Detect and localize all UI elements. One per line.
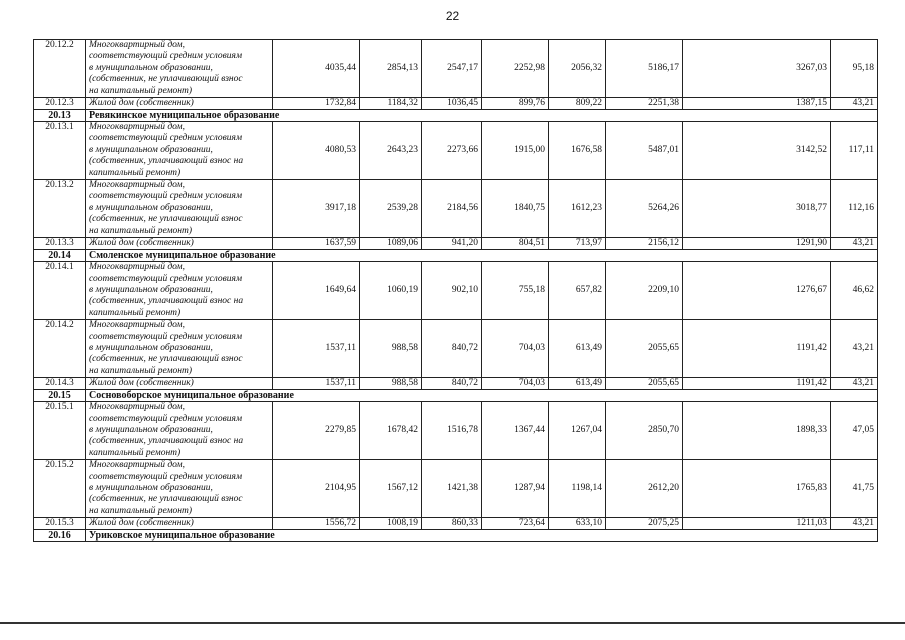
row-code: 20.15.3 [34, 518, 86, 530]
value-cell: 1915,00 [482, 122, 549, 180]
value-cell: 657,82 [549, 262, 606, 320]
row-code: 20.13.2 [34, 180, 86, 238]
table-row [34, 320, 878, 378]
row-description [86, 262, 273, 320]
section-code: 20.15 [34, 390, 86, 402]
table-row [34, 460, 878, 518]
description-line: Жилой дом (собственник) [89, 378, 194, 389]
value-cell: 5487,01 [606, 122, 683, 180]
table-row [34, 518, 878, 530]
value-cell: 755,18 [482, 262, 549, 320]
section-name: Уриковское муниципальное образование [86, 530, 360, 542]
value-cell: 2279,85 [273, 402, 360, 460]
value-cell: 43,21 [831, 518, 878, 530]
description-line: на капитальный ремонт) [89, 225, 193, 236]
section-name: Сосновоборское муниципальное образование [86, 390, 360, 402]
row-description [86, 180, 273, 238]
description-line: соответствующий средним условиям [89, 133, 243, 144]
value-cell: 704,03 [482, 320, 549, 378]
value-cell: 2854,13 [360, 40, 422, 98]
value-cell: 2612,20 [606, 460, 683, 518]
value-cell: 2251,38 [606, 98, 683, 110]
value-cell: 899,76 [482, 98, 549, 110]
row-description [86, 402, 273, 460]
table-row [34, 40, 878, 98]
description-line: Многоквартирный дом, [89, 460, 185, 471]
description-line: (собственник, не уплачивающий взнос [89, 214, 243, 225]
value-cell: 613,49 [549, 378, 606, 390]
value-cell: 840,72 [422, 378, 482, 390]
value-cell: 2547,17 [422, 40, 482, 98]
description-line: в муниципальном образовании, [89, 284, 213, 295]
table-body [34, 40, 878, 542]
value-cell: 43,21 [831, 378, 878, 390]
value-cell: 1732,84 [273, 98, 360, 110]
value-cell: 43,21 [831, 238, 878, 250]
row-code: 20.14.1 [34, 262, 86, 320]
table-row [34, 98, 878, 110]
table-row [34, 122, 878, 180]
value-cell: 1898,33 [683, 402, 831, 460]
value-cell: 1537,11 [273, 320, 360, 378]
row-code: 20.12.3 [34, 98, 86, 110]
description-line: (собственник, не уплачивающий взнос [89, 494, 243, 505]
section-fill [360, 390, 878, 402]
description-line: Жилой дом (собственник) [89, 518, 194, 529]
value-cell: 902,10 [422, 262, 482, 320]
value-cell: 3917,18 [273, 180, 360, 238]
row-description [86, 320, 273, 378]
row-description [86, 122, 273, 180]
row-code: 20.13.3 [34, 238, 86, 250]
value-cell: 2252,98 [482, 40, 549, 98]
value-cell: 1367,44 [482, 402, 549, 460]
row-description [86, 238, 273, 250]
section-name: Смоленское муниципальное образование [86, 250, 360, 262]
value-cell: 1291,90 [683, 238, 831, 250]
value-cell: 5186,17 [606, 40, 683, 98]
value-cell: 713,97 [549, 238, 606, 250]
value-cell: 1198,14 [549, 460, 606, 518]
description-line: в муниципальном образовании, [89, 202, 213, 213]
value-cell: 2056,32 [549, 40, 606, 98]
page-number: 22 [445, 9, 460, 23]
value-cell: 41,75 [831, 460, 878, 518]
row-description [86, 40, 273, 98]
section-row [34, 110, 878, 122]
description-line: соответствующий средним условиям [89, 413, 243, 424]
description-line: в муниципальном образовании, [89, 483, 213, 493]
value-cell: 2184,56 [422, 180, 482, 238]
value-cell: 1637,59 [273, 238, 360, 250]
value-cell: 1556,72 [273, 518, 360, 530]
description-line: в муниципальном образовании, [89, 424, 213, 435]
value-cell: 2075,25 [606, 518, 683, 530]
description-line: Многоквартирный дом, [89, 40, 185, 50]
value-cell: 2209,10 [606, 262, 683, 320]
value-cell: 1191,42 [683, 378, 831, 390]
value-cell: 1211,03 [683, 518, 831, 530]
description-line: капитальный ремонт) [89, 307, 181, 318]
value-cell: 47,05 [831, 402, 878, 460]
description-line: капитальный ремонт) [89, 167, 181, 178]
value-cell: 860,33 [422, 518, 482, 530]
description-line: соответствующий средним условиям [89, 51, 243, 62]
value-cell: 3018,77 [683, 180, 831, 238]
value-cell: 3267,03 [683, 40, 831, 98]
value-cell: 3142,52 [683, 122, 831, 180]
section-name: Ревякинское муниципальное образование [86, 110, 360, 122]
description-line: соответствующий средним условиям [89, 471, 243, 482]
description-line: Жилой дом (собственник) [89, 98, 194, 109]
value-cell: 1649,64 [273, 262, 360, 320]
section-code: 20.13 [34, 110, 86, 122]
value-cell: 1184,32 [360, 98, 422, 110]
value-cell: 988,58 [360, 378, 422, 390]
value-cell: 4080,53 [273, 122, 360, 180]
description-line: на капитальный ремонт) [89, 505, 193, 516]
section-fill [360, 250, 878, 262]
value-cell: 723,64 [482, 518, 549, 530]
value-cell: 1840,75 [482, 180, 549, 238]
value-cell: 1765,83 [683, 460, 831, 518]
value-cell: 941,20 [422, 238, 482, 250]
value-cell: 1036,45 [422, 98, 482, 110]
value-cell: 112,16 [831, 180, 878, 238]
description-line: соответствующий средним условиям [89, 191, 243, 202]
value-cell: 988,58 [360, 320, 422, 378]
value-cell: 1089,06 [360, 238, 422, 250]
value-cell: 2643,23 [360, 122, 422, 180]
section-fill [360, 530, 878, 542]
value-cell: 2055,65 [606, 378, 683, 390]
row-description [86, 98, 273, 110]
row-code: 20.15.2 [34, 460, 86, 518]
description-line: Многоквартирный дом, [89, 122, 185, 133]
value-cell: 1421,38 [422, 460, 482, 518]
value-cell: 809,22 [549, 98, 606, 110]
value-cell: 1516,78 [422, 402, 482, 460]
value-cell: 4035,44 [273, 40, 360, 98]
row-code: 20.13.1 [34, 122, 86, 180]
description-line: на капитальный ремонт) [89, 85, 193, 96]
value-cell: 43,21 [831, 320, 878, 378]
value-cell: 1060,19 [360, 262, 422, 320]
section-row [34, 530, 878, 542]
value-cell: 1008,19 [360, 518, 422, 530]
table-row [34, 180, 878, 238]
description-line: в муниципальном образовании, [89, 342, 213, 353]
description-line: в муниципальном образовании, [89, 62, 213, 73]
table-row [34, 378, 878, 390]
value-cell: 117,11 [831, 122, 878, 180]
value-cell: 2273,66 [422, 122, 482, 180]
value-cell: 1612,23 [549, 180, 606, 238]
section-row [34, 250, 878, 262]
section-fill [360, 110, 878, 122]
description-line: Многоквартирный дом, [89, 262, 185, 273]
value-cell: 1191,42 [683, 320, 831, 378]
value-cell: 2850,70 [606, 402, 683, 460]
description-line: Многоквартирный дом, [89, 180, 185, 191]
row-code: 20.14.3 [34, 378, 86, 390]
value-cell: 1267,04 [549, 402, 606, 460]
row-description [86, 378, 273, 390]
value-cell: 95,18 [831, 40, 878, 98]
description-line: капитальный ремонт) [89, 447, 181, 458]
description-line: на капитальный ремонт) [89, 365, 193, 376]
scan-edge-line [0, 622, 905, 624]
table-row [34, 402, 878, 460]
description-line: (собственник, уплачивающий взнос на [89, 436, 244, 447]
value-cell: 2055,65 [606, 320, 683, 378]
row-code: 20.14.2 [34, 320, 86, 378]
description-line: Многоквартирный дом, [89, 320, 185, 331]
value-cell: 804,51 [482, 238, 549, 250]
value-cell: 633,10 [549, 518, 606, 530]
value-cell: 704,03 [482, 378, 549, 390]
value-cell: 43,21 [831, 98, 878, 110]
value-cell: 2539,28 [360, 180, 422, 238]
description-line: (собственник, не уплачивающий взнос [89, 74, 243, 85]
table-row [34, 262, 878, 320]
description-line: (собственник, уплачивающий взнос на [89, 296, 244, 307]
value-cell: 1287,94 [482, 460, 549, 518]
description-line: в муниципальном образовании, [89, 144, 213, 155]
row-description [86, 518, 273, 530]
value-cell: 46,62 [831, 262, 878, 320]
value-cell: 1567,12 [360, 460, 422, 518]
value-cell: 1276,67 [683, 262, 831, 320]
description-line: соответствующий средним условиям [89, 273, 243, 284]
tariff-table [33, 39, 878, 542]
value-cell: 2104,95 [273, 460, 360, 518]
value-cell: 1537,11 [273, 378, 360, 390]
value-cell: 1387,15 [683, 98, 831, 110]
description-line: (собственник, не уплачивающий взнос [89, 354, 243, 365]
row-description [86, 460, 273, 518]
description-line: Многоквартирный дом, [89, 402, 185, 413]
section-code: 20.16 [34, 530, 86, 542]
value-cell: 1678,42 [360, 402, 422, 460]
value-cell: 2156,12 [606, 238, 683, 250]
table-row [34, 238, 878, 250]
description-line: соответствующий средним условиям [89, 331, 243, 342]
row-code: 20.12.2 [34, 40, 86, 98]
value-cell: 1676,58 [549, 122, 606, 180]
value-cell: 613,49 [549, 320, 606, 378]
description-line: (собственник, уплачивающий взнос на [89, 156, 244, 167]
value-cell: 840,72 [422, 320, 482, 378]
description-line: Жилой дом (собственник) [89, 238, 194, 249]
section-code: 20.14 [34, 250, 86, 262]
row-code: 20.15.1 [34, 402, 86, 460]
section-row [34, 390, 878, 402]
value-cell: 5264,26 [606, 180, 683, 238]
